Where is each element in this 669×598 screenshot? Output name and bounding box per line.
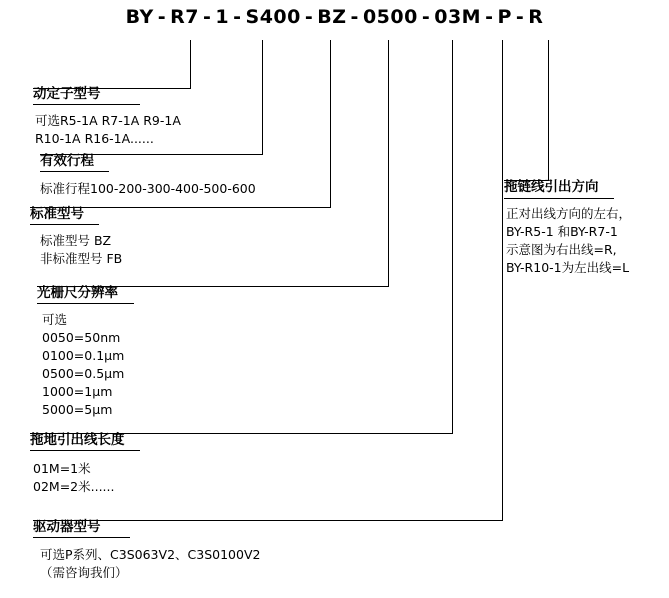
- callout-desc-line: 0050=50nm: [42, 330, 121, 345]
- leader-line-mover-model-vertical: [190, 40, 191, 88]
- code-segment-by: BY: [125, 6, 154, 28]
- code-segment-1: 1: [215, 6, 230, 28]
- underline-drag-chain: [504, 198, 614, 199]
- callout-desc-line: BY-R5-1 和BY-R7-1: [506, 224, 618, 239]
- leader-line-standard-model-vertical: [330, 40, 331, 207]
- underline-mover-model: [33, 104, 140, 105]
- callout-desc-standard-model: [40, 232, 122, 268]
- model-code-string: [0, 6, 669, 28]
- leader-line-driver-horizontal: [33, 520, 503, 521]
- callout-desc-effective-stroke: [40, 180, 256, 198]
- callout-label-grating-resolution: 光栅尺分辨率: [37, 285, 118, 301]
- underline-stroke: [40, 171, 109, 172]
- callout-label-drag-chain-direction: 拖链线引出方向: [504, 179, 599, 195]
- code-segment-r: R: [528, 6, 544, 28]
- callout-desc-line: 标准行程100-200-300-400-500-600: [40, 181, 256, 196]
- code-segment-p: P: [497, 6, 512, 28]
- callout-desc-line: 示意图为右出线=R,: [506, 242, 617, 257]
- callout-desc-line: 可选R5-1A R7-1A R9-1A: [35, 113, 181, 128]
- callout-label-standard-model: 标准型号: [30, 206, 84, 222]
- callout-desc-cable-length: [33, 460, 114, 496]
- callout-desc-drag-chain-direction: [506, 205, 631, 277]
- callout-label-cable-length: 拖地引出线长度: [30, 432, 125, 448]
- callout-desc-line: 5000=5μm: [42, 402, 113, 417]
- callout-desc-line: 可选P系列、C3S063V2、C3S0100V2: [40, 547, 261, 562]
- underline-cable-length: [30, 450, 140, 451]
- callout-desc-line: 可选: [42, 312, 68, 327]
- callout-desc-line: 1000=1μm: [42, 384, 113, 399]
- code-segment-03m: 03M: [434, 6, 482, 28]
- underline-driver: [33, 537, 130, 538]
- callout-label-mover-model: 动定子型号: [33, 86, 101, 102]
- callout-desc-driver-model: [40, 546, 260, 582]
- leader-line-stroke-vertical: [262, 40, 263, 154]
- callout-desc-mover-model: [35, 112, 181, 148]
- callout-desc-line: 0100=0.1μm: [42, 348, 125, 363]
- leader-line-driver-vertical: [502, 40, 503, 520]
- callout-desc-line: （需咨询我们）: [40, 565, 128, 580]
- code-separator: -: [421, 6, 431, 28]
- code-segment-0500: 0500: [362, 6, 418, 28]
- code-segment-bz: BZ: [317, 6, 347, 28]
- code-separator: -: [233, 6, 242, 28]
- code-segment-s400: S400: [245, 6, 301, 28]
- underline-standard-model: [30, 224, 99, 225]
- callout-desc-line: 正对出线方向的左右，: [506, 206, 632, 221]
- code-separator: -: [350, 6, 359, 28]
- leader-line-drag-chain-vertical: [548, 40, 549, 180]
- leader-line-grating-vertical: [388, 40, 389, 286]
- code-separator: -: [304, 6, 314, 28]
- code-segment-r7: R7: [170, 6, 200, 28]
- callout-desc-line: 0500=0.5μm: [42, 366, 125, 381]
- code-separator: -: [515, 6, 525, 28]
- callout-desc-line: BY-R10-1为左出线=L: [506, 260, 630, 275]
- callout-desc-line: 标准型号 BZ: [40, 233, 112, 248]
- callout-desc-line: 非标准型号 FB: [40, 251, 123, 266]
- callout-label-effective-stroke: 有效行程: [40, 153, 94, 169]
- code-separator: -: [157, 6, 167, 28]
- callout-desc-line: 01M=1米: [33, 461, 91, 476]
- callout-desc-line: 02M=2米......: [33, 479, 115, 494]
- callout-desc-line: R10-1A R16-1A......: [35, 131, 154, 146]
- callout-label-driver-model: 驱动器型号: [33, 519, 101, 535]
- code-separator: -: [485, 6, 494, 28]
- code-separator: -: [203, 6, 212, 28]
- leader-line-cable-length-vertical: [452, 40, 453, 433]
- underline-grating: [37, 303, 134, 304]
- callout-desc-grating-resolution: [42, 311, 124, 419]
